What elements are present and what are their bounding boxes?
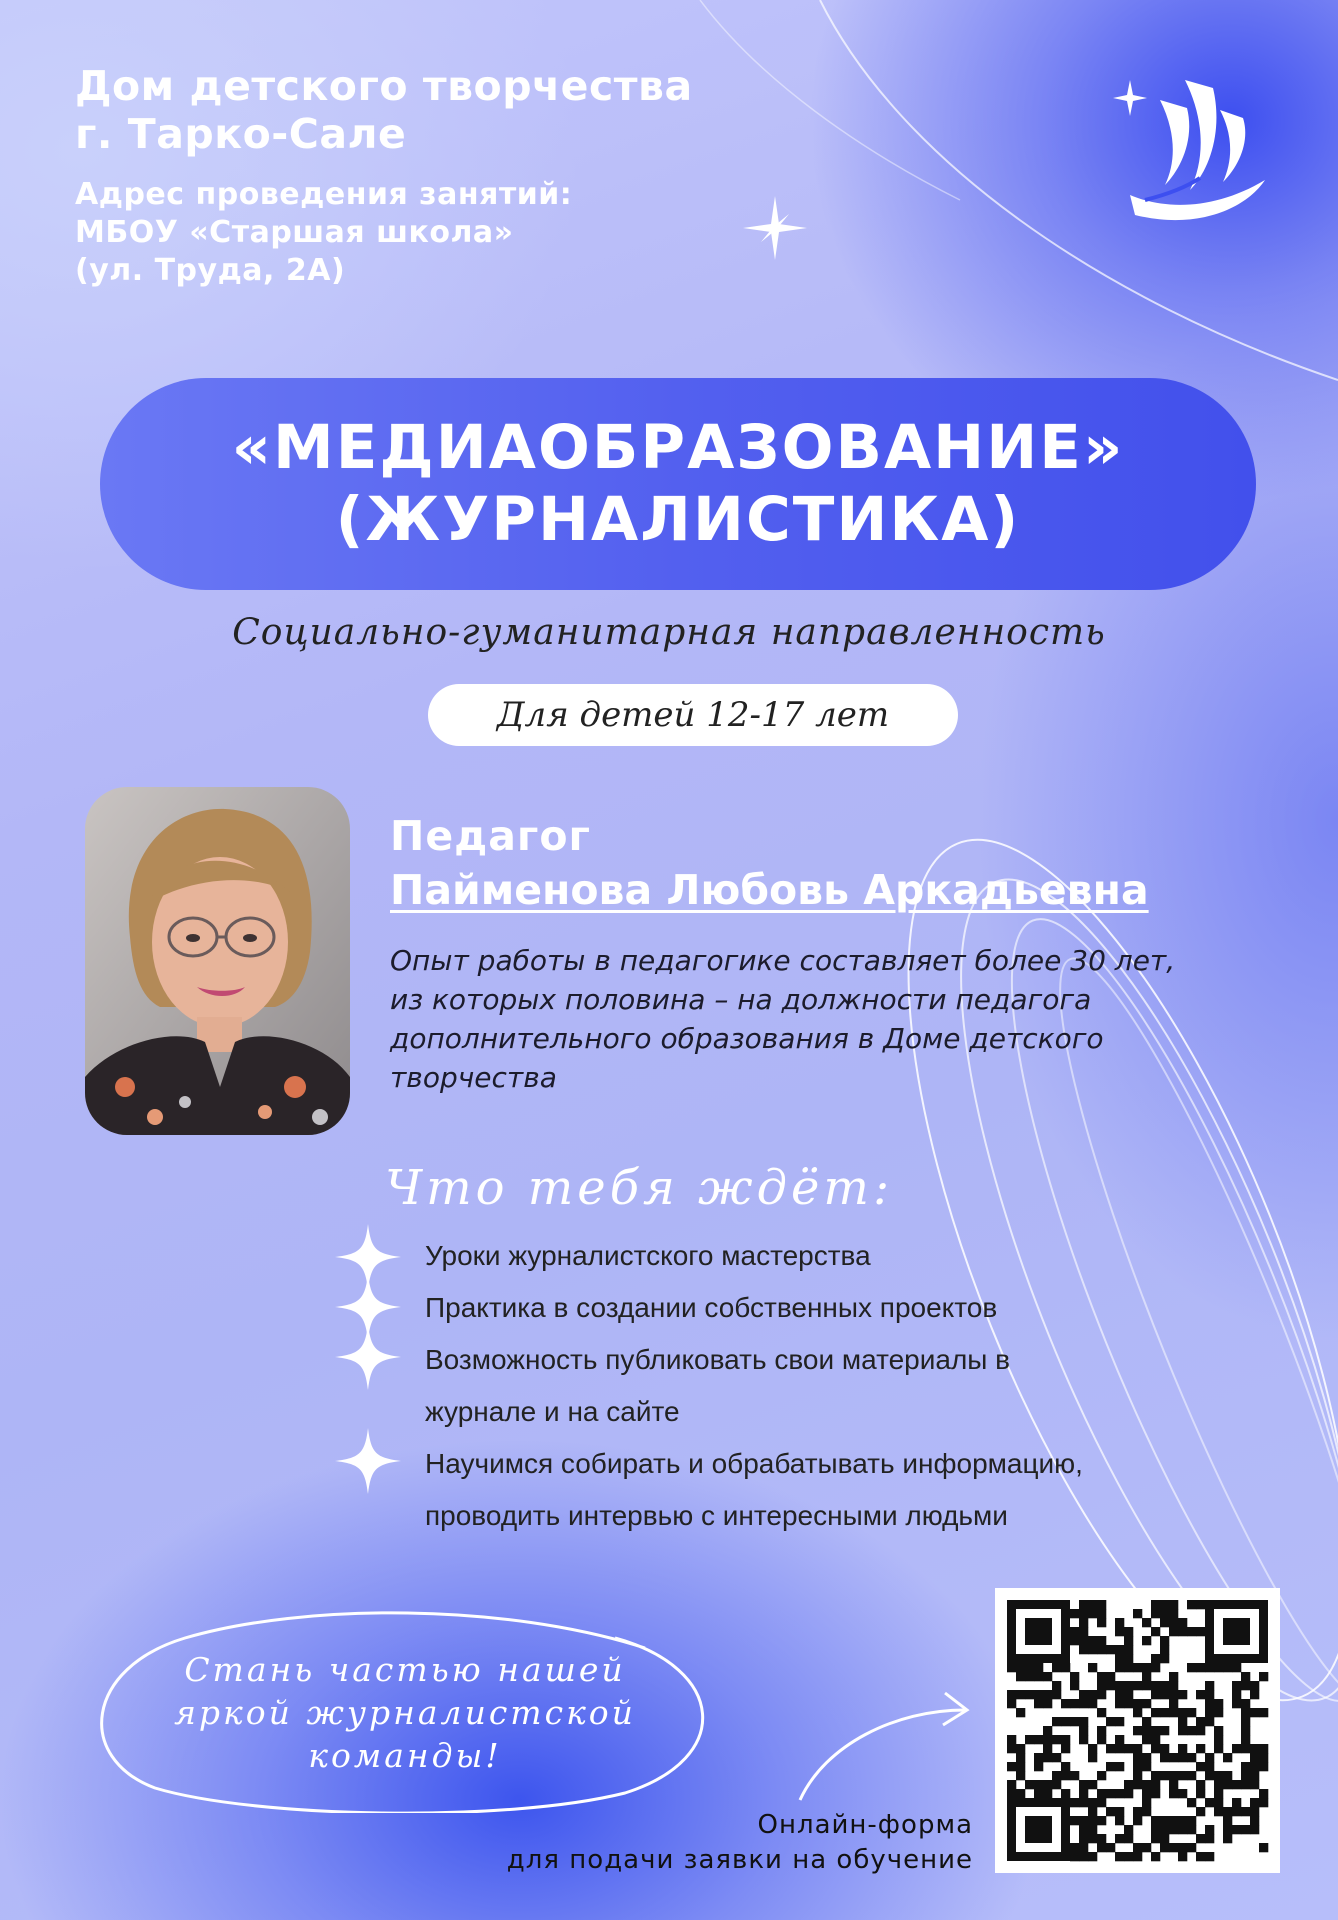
address: Адрес проведения занятий: МБОУ «Старшая школа» (ул. Труда, 2А) xyxy=(75,177,573,288)
benefit-item: Практика в создании собственных проектов xyxy=(425,1292,998,1323)
ship-logo-icon xyxy=(1105,60,1275,235)
header xyxy=(75,62,693,290)
benefit-item: журнале и на сайте xyxy=(425,1396,680,1427)
benefit-item: Уроки журналистского мастерства xyxy=(425,1240,871,1271)
age-badge: Для детей 12-17 лет xyxy=(428,684,958,746)
benefit-item: Научимся собирать и обрабатывать информацию, xyxy=(425,1448,1083,1479)
benefit-item: Возможность публиковать свои материалы в xyxy=(425,1344,1011,1375)
whats-next-heading: Что тебя ждёт: xyxy=(385,1160,894,1216)
sparkle-icon xyxy=(743,196,807,260)
teacher-name: Пайменова Любовь Аркадьевна xyxy=(390,866,1149,914)
qr-code[interactable] xyxy=(995,1588,1280,1873)
org-name: Дом детского творчества г. Тарко-Сале xyxy=(75,62,693,158)
teacher-experience: Опыт работы в педагогике составляет более 30 лет, из которых половина – на должности педагога дополнительного образования в Доме детского творчества xyxy=(390,944,1176,1094)
arrow-icon xyxy=(795,1685,985,1805)
call-to-action: Стань частью нашей яркой журналистской команды! xyxy=(174,1650,636,1775)
teacher-photo xyxy=(85,787,350,1135)
benefit-item: проводить интервью с интересными людьми xyxy=(425,1500,1008,1531)
qr-caption: Онлайн-форма для подачи заявки на обучение xyxy=(506,1810,973,1875)
program-title: «МЕДИАОБРАЗОВАНИЕ» (ЖУРНАЛИСТИКА) xyxy=(100,378,1256,590)
program-direction: Социально-гуманитарная направленность xyxy=(232,612,1106,653)
teacher-role: Педагог xyxy=(390,812,591,860)
sparkle-icon xyxy=(333,1426,403,1496)
sparkle-icon xyxy=(333,1322,403,1392)
